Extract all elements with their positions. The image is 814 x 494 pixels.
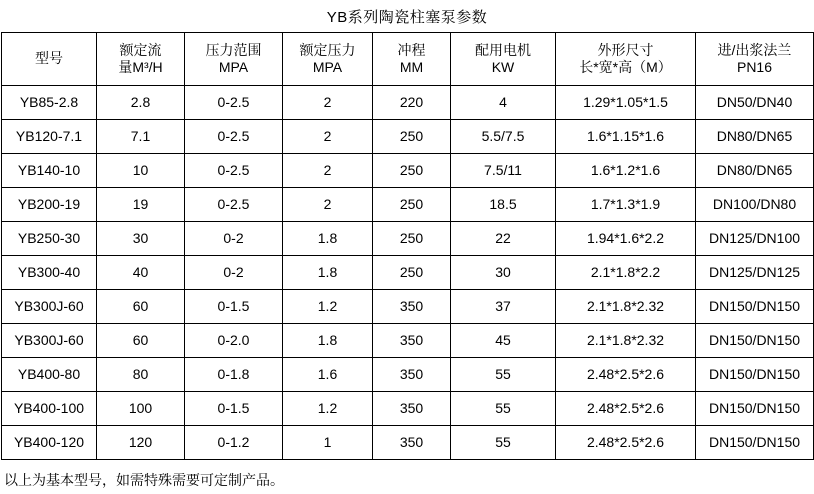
cell-rated-flow: 19 <box>97 188 185 222</box>
column-header-pressure-range-line2: MPA <box>218 59 249 75</box>
column-header-rated-pressure <box>283 33 373 86</box>
cell-motor: 4 <box>451 86 556 120</box>
cell-dimensions: 2.1*1.8*2.32 <box>556 290 696 324</box>
cell-rated-flow: 2.8 <box>97 86 185 120</box>
column-header-stroke-line2: MM <box>399 59 424 75</box>
cell-stroke: 250 <box>373 188 451 222</box>
column-header-pressure-range <box>185 33 283 86</box>
cell-stroke: 350 <box>373 426 451 460</box>
cell-stroke: 350 <box>373 392 451 426</box>
cell-rated-pressure: 1.2 <box>283 290 373 324</box>
cell-dimensions: 2.48*2.5*2.6 <box>556 392 696 426</box>
cell-rated-flow: 120 <box>97 426 185 460</box>
cell-rated-pressure: 1.8 <box>283 256 373 290</box>
column-header-stroke <box>373 33 451 86</box>
cell-flange: DN125/DN125 <box>696 256 814 290</box>
cell-flange: DN50/DN40 <box>696 86 814 120</box>
cell-model: YB120-7.1 <box>2 120 97 154</box>
column-header-flange-line1: 进/出浆法兰 <box>717 41 792 58</box>
cell-flange: DN100/DN80 <box>696 188 814 222</box>
cell-stroke: 220 <box>373 86 451 120</box>
cell-stroke: 250 <box>373 256 451 290</box>
table-body <box>2 86 814 460</box>
column-header-motor <box>451 33 556 86</box>
cell-flange: DN150/DN150 <box>696 290 814 324</box>
cell-motor: 55 <box>451 358 556 392</box>
column-header-rated-flow-line2: 量M³/H <box>118 59 163 75</box>
cell-flange: DN150/DN150 <box>696 324 814 358</box>
cell-flange: DN150/DN150 <box>696 392 814 426</box>
cell-rated-flow: 30 <box>97 222 185 256</box>
cell-stroke: 350 <box>373 358 451 392</box>
table-row <box>2 324 814 358</box>
column-header-rated-flow-line1: 额定流 <box>119 41 162 58</box>
table-row <box>2 358 814 392</box>
cell-model: YB300J-60 <box>2 290 97 324</box>
cell-rated-pressure: 1.6 <box>283 358 373 392</box>
column-header-dimensions <box>556 33 696 86</box>
cell-motor: 22 <box>451 222 556 256</box>
cell-dimensions: 1.7*1.3*1.9 <box>556 188 696 222</box>
cell-model: YB200-19 <box>2 188 97 222</box>
table-row <box>2 426 814 460</box>
cell-motor: 55 <box>451 392 556 426</box>
column-header-rated-pressure-line2: MPA <box>312 59 343 75</box>
cell-pressure-range: 0-2.5 <box>185 154 283 188</box>
cell-pressure-range: 0-2 <box>185 256 283 290</box>
cell-pressure-range: 0-2.5 <box>185 120 283 154</box>
cell-rated-flow: 40 <box>97 256 185 290</box>
column-header-rated-pressure-line1: 额定压力 <box>299 41 356 58</box>
column-header-flange <box>696 33 814 86</box>
cell-motor: 37 <box>451 290 556 324</box>
cell-stroke: 250 <box>373 154 451 188</box>
cell-stroke: 350 <box>373 290 451 324</box>
cell-dimensions: 2.1*1.8*2.32 <box>556 324 696 358</box>
cell-pressure-range: 0-1.5 <box>185 392 283 426</box>
cell-pressure-range: 0-2.0 <box>185 324 283 358</box>
column-header-dimensions-line2: 长*宽*高（M） <box>579 59 672 75</box>
column-header-dimensions-line1: 外形尺寸 <box>597 41 654 58</box>
cell-model: YB300J-60 <box>2 324 97 358</box>
pump-spec-table <box>1 32 814 460</box>
cell-rated-pressure: 2 <box>283 154 373 188</box>
cell-rated-pressure: 1.2 <box>283 392 373 426</box>
column-header-stroke-line1: 冲程 <box>397 41 426 58</box>
cell-rated-flow: 7.1 <box>97 120 185 154</box>
cell-model: YB400-80 <box>2 358 97 392</box>
cell-motor: 55 <box>451 426 556 460</box>
cell-dimensions: 1.6*1.15*1.6 <box>556 120 696 154</box>
cell-stroke: 250 <box>373 222 451 256</box>
cell-dimensions: 2.1*1.8*2.2 <box>556 256 696 290</box>
cell-pressure-range: 0-1.8 <box>185 358 283 392</box>
cell-dimensions: 1.29*1.05*1.5 <box>556 86 696 120</box>
cell-motor: 7.5/11 <box>451 154 556 188</box>
cell-flange: DN80/DN65 <box>696 120 814 154</box>
column-header-model-line1: 型号 <box>35 50 63 67</box>
cell-model: YB300-40 <box>2 256 97 290</box>
cell-dimensions: 1.6*1.2*1.6 <box>556 154 696 188</box>
cell-pressure-range: 0-2.5 <box>185 86 283 120</box>
cell-rated-pressure: 2 <box>283 86 373 120</box>
cell-stroke: 350 <box>373 324 451 358</box>
footnote: 以上为基本型号，如需特殊需要可定制产品。 <box>4 472 284 488</box>
cell-dimensions: 2.48*2.5*2.6 <box>556 358 696 392</box>
table-row <box>2 290 814 324</box>
cell-model: YB400-100 <box>2 392 97 426</box>
cell-motor: 30 <box>451 256 556 290</box>
page-title-text: YB系列陶瓷柱塞泵参数 <box>326 8 488 26</box>
cell-rated-pressure: 1 <box>283 426 373 460</box>
cell-rated-flow: 60 <box>97 324 185 358</box>
cell-rated-flow: 80 <box>97 358 185 392</box>
table-row <box>2 256 814 290</box>
cell-motor: 45 <box>451 324 556 358</box>
cell-model: YB250-30 <box>2 222 97 256</box>
cell-flange: DN125/DN100 <box>696 222 814 256</box>
cell-rated-pressure: 2 <box>283 188 373 222</box>
cell-rated-pressure: 2 <box>283 120 373 154</box>
table-row <box>2 222 814 256</box>
cell-pressure-range: 0-2 <box>185 222 283 256</box>
cell-flange: DN80/DN65 <box>696 154 814 188</box>
cell-model: YB140-10 <box>2 154 97 188</box>
cell-pressure-range: 0-1.5 <box>185 290 283 324</box>
table-row <box>2 86 814 120</box>
cell-pressure-range: 0-2.5 <box>185 188 283 222</box>
cell-dimensions: 2.48*2.5*2.6 <box>556 426 696 460</box>
cell-model: YB85-2.8 <box>2 86 97 120</box>
column-header-motor-line1: 配用电机 <box>475 41 531 58</box>
column-header-rated-flow <box>97 33 185 86</box>
cell-stroke: 250 <box>373 120 451 154</box>
cell-rated-pressure: 1.8 <box>283 324 373 358</box>
cell-rated-pressure: 1.8 <box>283 222 373 256</box>
column-header-model <box>2 33 97 86</box>
cell-motor: 18.5 <box>451 188 556 222</box>
cell-model: YB400-120 <box>2 426 97 460</box>
table-header <box>2 33 814 86</box>
cell-flange: DN150/DN150 <box>696 358 814 392</box>
cell-rated-flow: 60 <box>97 290 185 324</box>
column-header-flange-line2: PN16 <box>736 59 773 75</box>
cell-pressure-range: 0-1.2 <box>185 426 283 460</box>
cell-dimensions: 1.94*1.6*2.2 <box>556 222 696 256</box>
column-header-motor-line2: KW <box>491 59 515 75</box>
table-row <box>2 154 814 188</box>
cell-rated-flow: 100 <box>97 392 185 426</box>
cell-flange: DN150/DN150 <box>696 426 814 460</box>
table-row <box>2 188 814 222</box>
cell-motor: 5.5/7.5 <box>451 120 556 154</box>
page-title <box>0 0 814 32</box>
header-row <box>2 33 814 86</box>
table-row <box>2 120 814 154</box>
table-row <box>2 392 814 426</box>
cell-rated-flow: 10 <box>97 154 185 188</box>
column-header-pressure-range-line1: 压力范围 <box>205 41 262 58</box>
